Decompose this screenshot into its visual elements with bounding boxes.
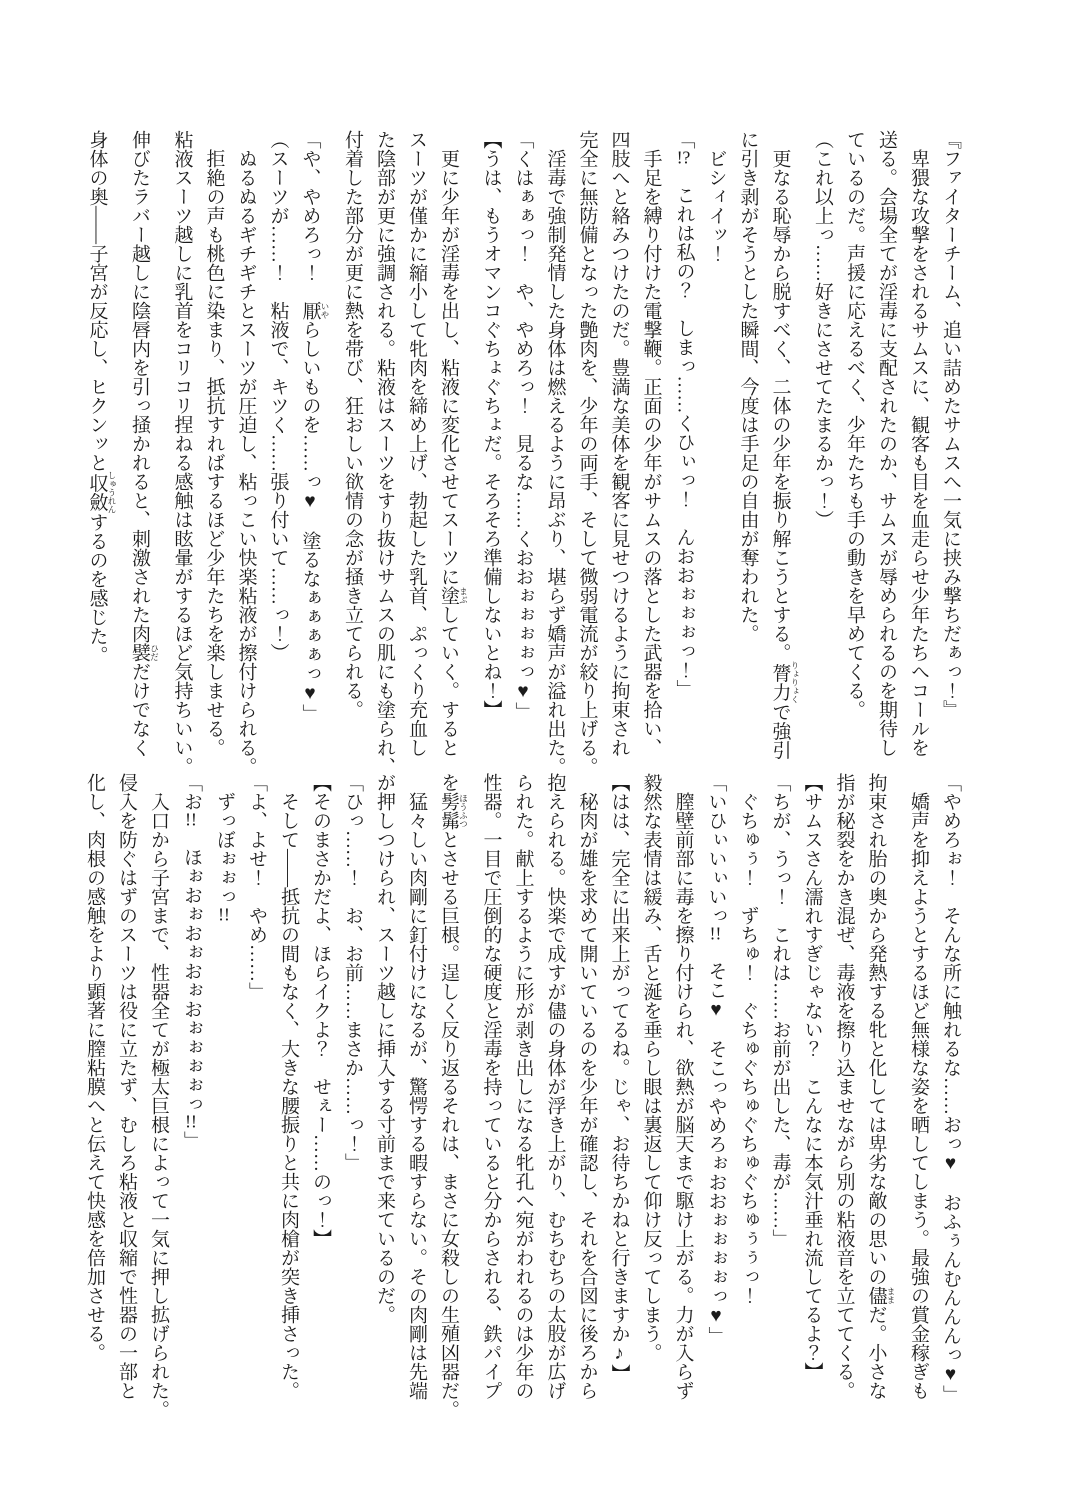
text-column: 「!? これは私の？ しまっ……くひぃっ！ んおおぉぉぉっ！」	[673, 130, 695, 699]
text-column: られた。献上するように形が剥き出しになる牝孔へ宛がわれるのは少年の	[512, 773, 534, 1400]
bottom-text-block	[72, 773, 960, 1447]
furigana-ruby: 襞 ひだ	[129, 643, 160, 662]
tate-chu-yoko: !!	[709, 925, 722, 943]
text-column: 秘肉が雄を求めて開いているのを少年が確認し、それを合図に後ろから	[576, 792, 598, 1400]
text-column: ビシィイッ！	[705, 149, 727, 263]
text-column: 膣壁前部に毒を擦り付けられ、欲熱が脳天まで駆け上がる。力が入らず	[672, 792, 694, 1400]
text-column: 四肢へと絡みつけたのだ。豊満な美体を観客に見せつけるように拘束され	[608, 130, 630, 757]
text-column: （これ以上っ……好きにさせてたまるかっ！）	[812, 130, 833, 529]
text-column: 卑猥な攻撃をされるサムスに、観客も目を血走らせ少年たちへコールを	[908, 149, 929, 757]
text-column: 「やめろぉ！ そんな所に触れるな……おっ♥ おふぅんむんんんっ♥」	[940, 773, 961, 1404]
top-text-block	[75, 130, 961, 780]
text-column: 【そのまさかだよ、ほらイクよ？ せぇー……のっ！】	[310, 773, 331, 1248]
text-column: 粘液スーツ越しに乳首をコリコリ捏ねる感触は眩暈がするほど気持ちいい。	[171, 130, 193, 776]
text-column: ぬるぬるギチギチとスーツが圧迫し、粘っこい快楽粘液が擦付けられる。	[235, 149, 257, 776]
text-column: 抱えられる。快楽で成すが儘の身体が浮き上がり、むちむちの太股が広げ	[544, 773, 566, 1400]
text-column: 送る。会場全てが淫毒に支配されたのか、サムスが辱められるのを期待し	[876, 130, 897, 757]
text-column: 淫毒で強制発情した身体は燃えるように昂ぶり、堪らず嬌声が溢れ出た。	[544, 149, 566, 776]
text-column: 「よ、よせ！ やめ……」	[246, 773, 267, 1001]
text-column: を髣髴 ほうふつとさせる巨根。逞しく反り返るそれは、まさに女殺しの生殖凶器だ。	[438, 773, 469, 1419]
text-column: 『ファイターチーム、追い詰めたサムスへ一気に挟み撃ちだぁっ！』	[940, 130, 961, 719]
furigana-ruby: 膂力 りょりょく	[769, 660, 800, 704]
text-column: そして――抵抗の間もなく、大きな腰振りと共に肉槍が突き挿さった。	[278, 792, 299, 1400]
text-column: 猛々しい肉剛に釘付けになるが、驚愕する暇すらない。その肉剛は先端	[406, 792, 427, 1400]
text-column: ずっぼぉぉっ!!	[214, 792, 235, 924]
furigana-ruby: 髣髴 ほうふつ	[438, 792, 469, 830]
text-column: 性器。一目で圧倒的な硬度と淫毒を持っていると分からされる、鉄パイプ	[480, 773, 502, 1400]
furigana-ruby: 儘 まま	[865, 1286, 896, 1305]
furigana-ruby: 厭 いや	[299, 301, 330, 320]
text-column: 拘束され胎の奥から発熱する牝と化しては卑劣な敵の思いの儘 ままだ。小さな	[865, 773, 896, 1400]
text-column: 嬌声を抑えようとするほど無様な姿を晒してしまう。最強の賞金稼ぎも	[908, 792, 929, 1400]
text-column: 侵入を防ぐはずのスーツは役に立たず、むしろ粘液と収縮で性器の一部と	[116, 773, 137, 1400]
tate-chu-yoko: !?	[676, 149, 691, 167]
text-column: 入口から子宮まで、性器全てが極太巨根によって一気に押し拡げられた。	[148, 792, 169, 1419]
text-column: （スーツが……！ 粘液で、キツく……張り付いて……っ！）	[267, 130, 289, 662]
text-column: 指が秘裂をかき混ぜ、毒液を擦り込ませながら別の粘液音を立ててくる。	[833, 773, 855, 1400]
text-column: 「いひぃいぃいっ!! そこ♥ そこっやめろぉおおぉぉぉぉっ♥」	[705, 773, 727, 1346]
text-column: 「ちが、うっ！ これは……お前が出した、毒が……」	[769, 773, 791, 1248]
text-column: に引き剥がそうとした瞬間、今度は手足の自由が奪われた。	[737, 130, 759, 643]
text-column: 更なる恥辱から脱すべく、二体の少年を振り解こうとする。膂力 りょりょくで強引	[769, 149, 800, 760]
text-column: 「くはぁぁっ！ や、やめろっ！ 見るな……くおおぉぉぉぉっ♥」	[512, 130, 534, 721]
text-column: 更に少年が淫毒を出し、粘液に変化させてスーツに塗 まぶしていく。すると	[438, 149, 469, 757]
text-column: 付着した部分が更に熱を帯び、狂おしい欲情の念が掻き立てられる。	[342, 130, 363, 719]
text-column: 【はは、完全に出来上がってるね。じゃ、お待ちかねと行きますか♪】	[608, 773, 630, 1383]
text-column: スーツが僅かに縮小して牝肉を締め上げ、勃起した乳首、ぷっくり充血し	[406, 130, 427, 757]
text-column: 手足を縛り付けた電撃鞭。正面の少年がサムスの落とした武器を拾い、	[640, 149, 662, 757]
text-column: 拒絶の声も桃色に染まり、抵抗すればするほど少年たちを楽しませる。	[203, 149, 225, 757]
text-column: 「や、やめろっ！ 厭 いやらしいものを……っ♥ 塗るなぁぁぁぁっ♥」	[299, 130, 330, 723]
text-column: 完全に無防備となった艶肉を、少年の両手、そして微弱電流が絞り上げる。	[576, 130, 598, 776]
furigana-ruby: 塗 まぶ	[438, 586, 469, 605]
tate-chu-yoko: !!	[185, 811, 197, 829]
text-column: が押しつけられ、スーツ越しに挿入する寸前まで来ているのだ。	[374, 773, 395, 1324]
text-column: ているのだ。声援に応えるべく、少年たちも手の動きを早めてくる。	[844, 130, 865, 719]
text-column: 身体の奥――子宮が反応し、ヒクンッと収斂 しゅうれんするのを感じた。	[86, 130, 117, 665]
text-column: 「お!! ほぉおぉおぉおぉおぉぉぉぉっ!!」	[181, 773, 202, 1150]
text-column: 化し、肉根の感触をより顕著に膣粘膜へと伝えて快感を倍加させる。	[84, 773, 105, 1362]
text-column: 「ひっ……！ お、お前……まさか……っ！」	[342, 773, 363, 1172]
text-column: 【うは、もうオマンコぐちょぐちょだ。そろそろ準備しないとね！】	[480, 130, 502, 719]
text-column: ぐちゅぅ！ ずちゅ！ ぐちゅぐちゅぐちゅぐちゅぅぅっ！	[737, 792, 759, 1305]
text-column: 【サムスさん濡れすぎじゃない？ こんなに本気汁垂れ流してるよ？】	[801, 773, 823, 1381]
tate-chu-yoko: !!	[185, 1113, 197, 1131]
text-column: た陰部が更に強調される。粘液はスーツをすり抜けサムスの肌にも塗られ、	[374, 130, 395, 776]
furigana-ruby: 収斂 しゅうれん	[86, 470, 117, 514]
text-column: 毅然な表情は緩み、舌と涎を垂らし眼は裏返して仰け反ってしまう。	[640, 773, 662, 1362]
tate-chu-yoko: !!	[218, 906, 230, 924]
text-column: 伸びたラバー越しに陰唇内を引っ掻かれると、刺激された肉襞 ひだだけでなく	[129, 130, 160, 757]
